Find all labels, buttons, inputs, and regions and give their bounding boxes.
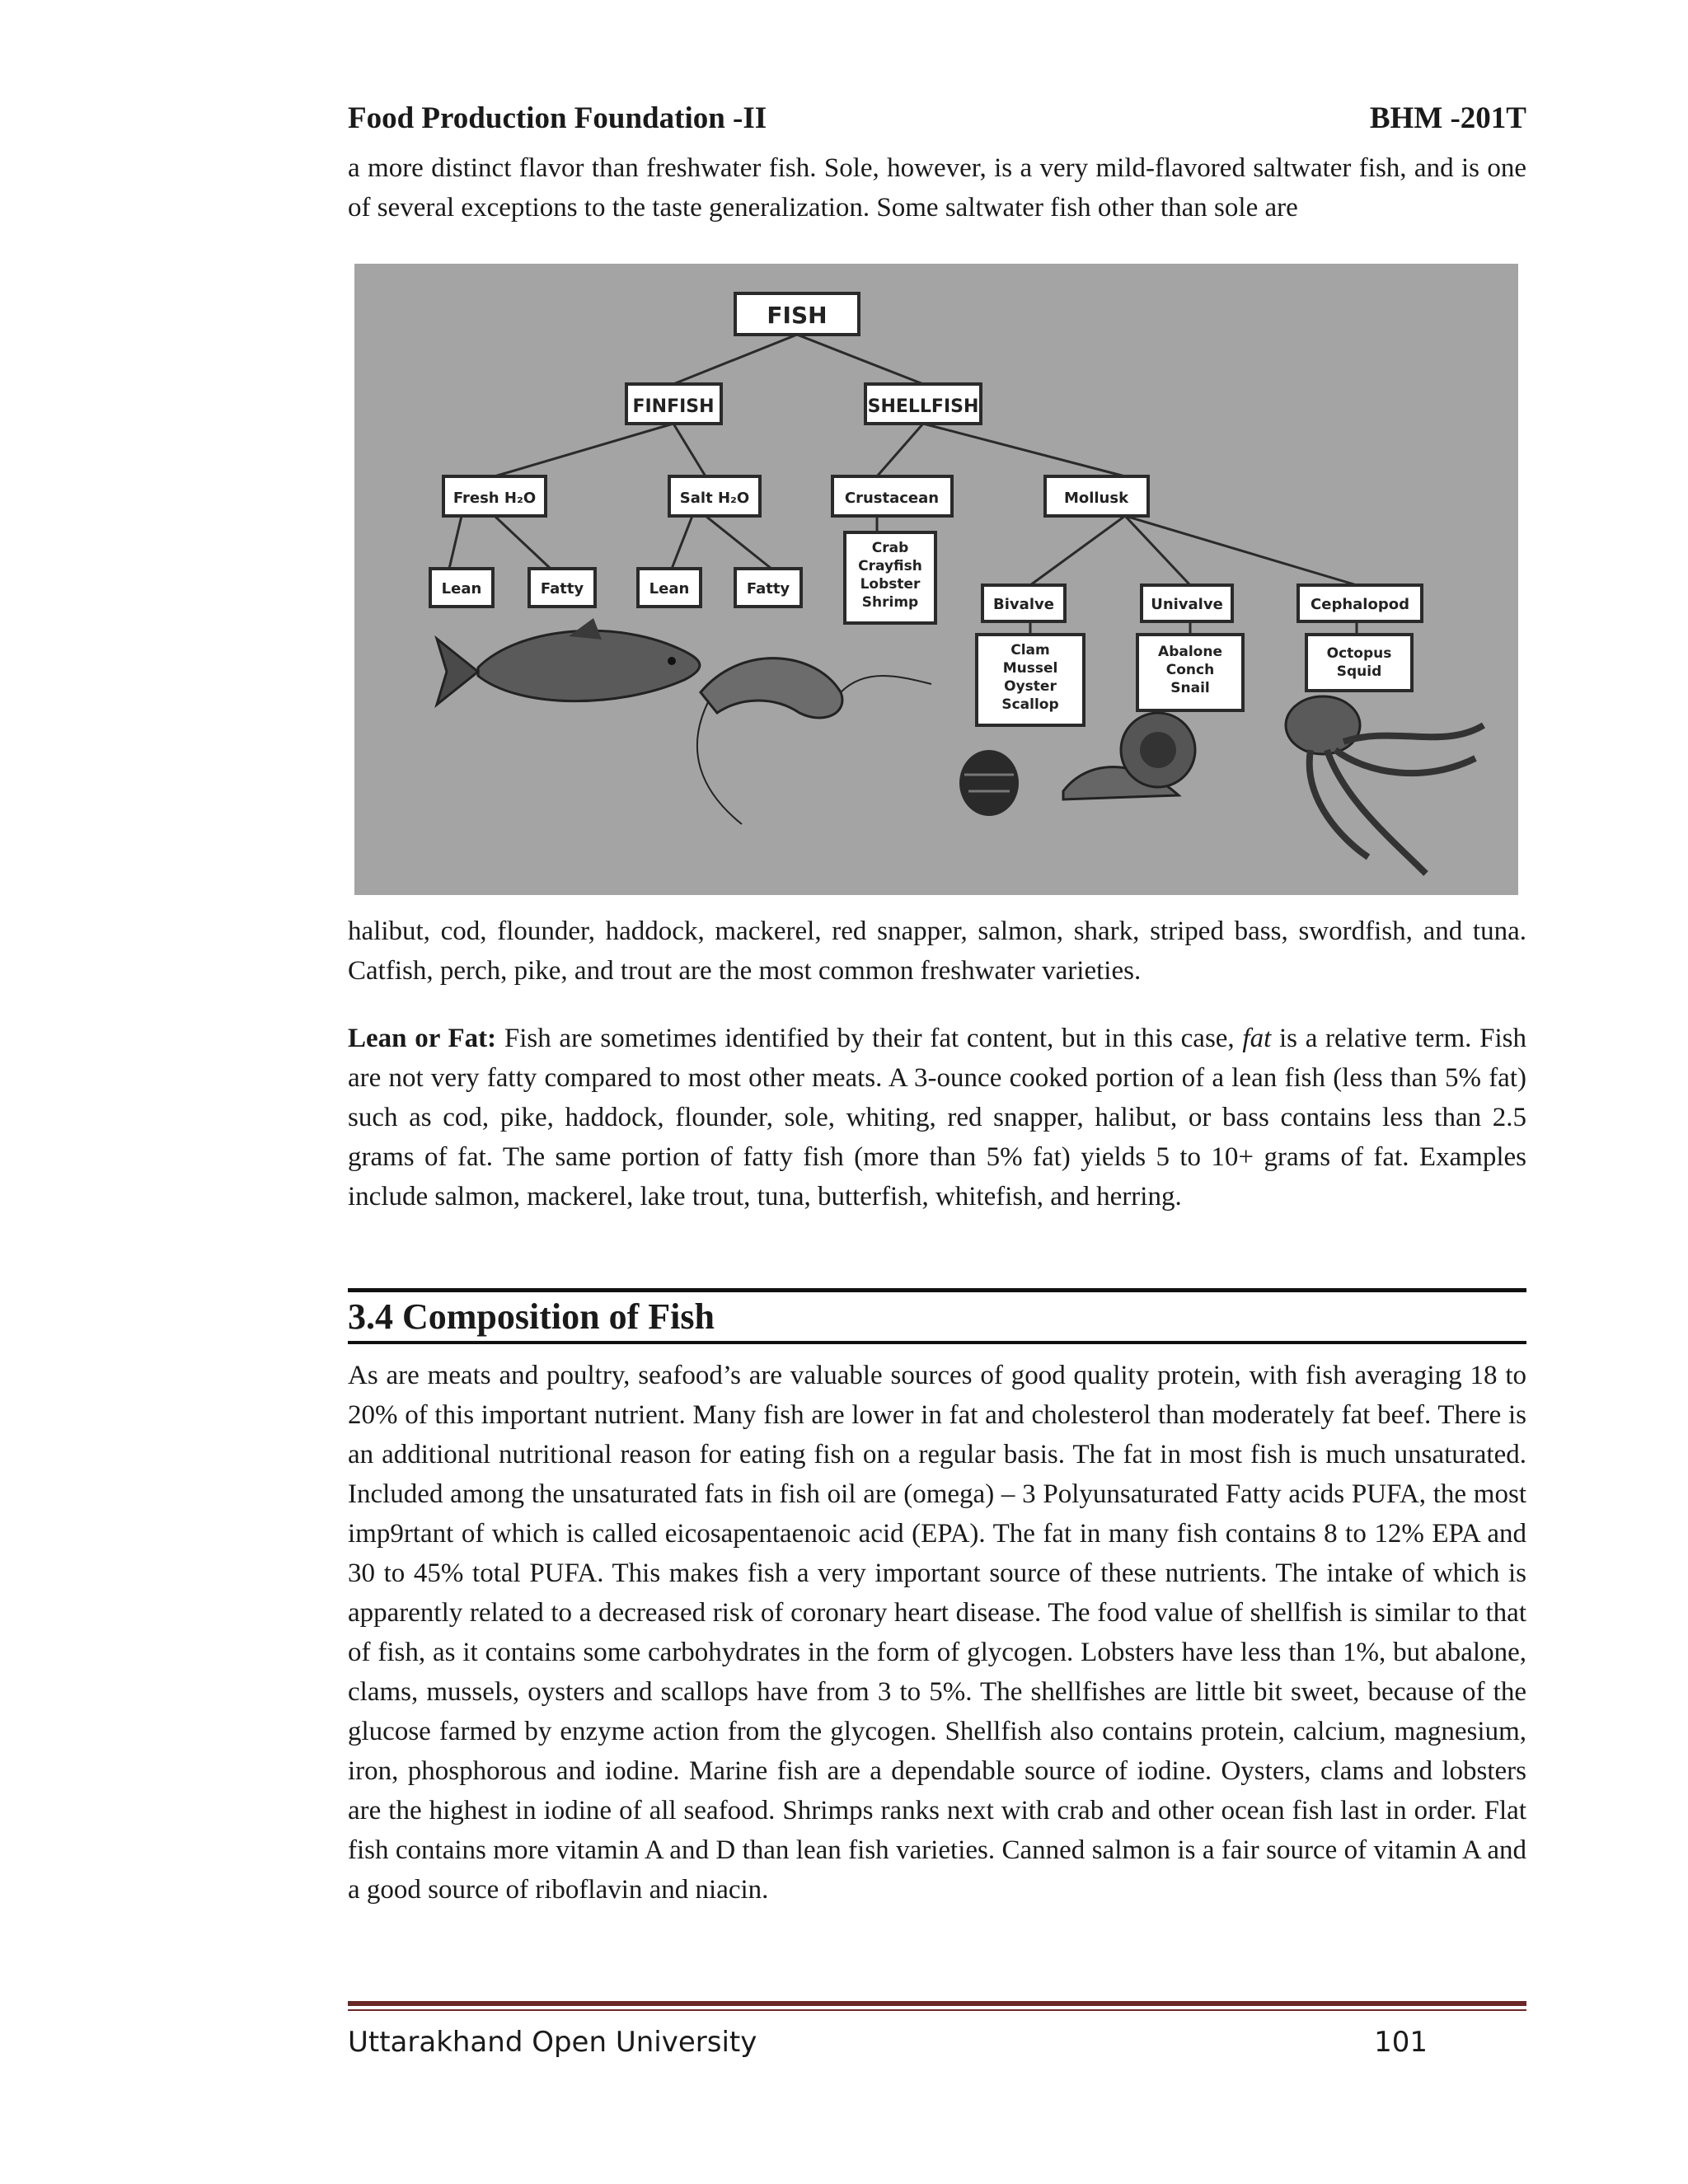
page-number: 101 — [1374, 2026, 1428, 2059]
node-fresh-fatty — [529, 569, 595, 607]
node-salt-water — [669, 476, 760, 516]
university-name: Uttarakhand Open University — [348, 2026, 757, 2059]
course-title: Food Production Foundation -II — [348, 101, 767, 135]
node-univalve-list — [1137, 635, 1243, 710]
svg-text:Mussel: Mussel — [1002, 660, 1058, 677]
node-fresh-lean — [430, 569, 493, 607]
svg-text:Univalve: Univalve — [1151, 596, 1223, 613]
node-salt-lean — [638, 569, 701, 607]
page-footer — [348, 2018, 1526, 2067]
node-fish — [735, 293, 859, 335]
trout-illustration — [437, 618, 700, 705]
fish-classification-figure — [354, 264, 1518, 895]
clam-illustration — [959, 750, 1019, 816]
node-bivalve-list — [977, 635, 1084, 725]
svg-text:FISH: FISH — [767, 302, 828, 329]
section-title: 3.4 Composition of Fish — [348, 1296, 715, 1337]
svg-text:Lean: Lean — [441, 580, 482, 598]
svg-text:Fatty: Fatty — [746, 580, 790, 598]
svg-text:Bivalve: Bivalve — [993, 596, 1054, 613]
footer-rule — [348, 2001, 1526, 2006]
octopus-illustration — [1286, 696, 1484, 874]
svg-text:Mollusk: Mollusk — [1063, 490, 1129, 507]
node-cephalopod-list — [1306, 635, 1412, 691]
shrimp-illustration — [697, 658, 931, 824]
svg-text:Scallop: Scallop — [1001, 696, 1059, 713]
node-fresh-water — [443, 476, 546, 516]
node-cephalopod — [1298, 585, 1422, 621]
svg-text:Fresh H₂O: Fresh H₂O — [452, 490, 537, 507]
svg-text:Crustacean: Crustacean — [844, 490, 940, 507]
svg-text:Oyster: Oyster — [1004, 678, 1057, 695]
composition-paragraph: As are meats and poultry, seafood’s are valuable sources of good quality protein, with fish averaging 18 to 20% of this important nutrient. Many fish are lower in fat and cholesterol than moderately fat beef. There is an additional nutritional reason for eating fish on a regular basis. The fat in most fish is much unsaturated. Included among the unsaturated fats in fish oil are (omega) – 3 Polyunsaturated Fatty acids PUFA, the most imp9rtant of which is called eicosapentaenoic acid (EPA). The fat in many fish contains 8 to 12% EPA and 30 to 45% total PUFA. This makes fish a very important source of these nutrients. The intake of which is apparently related to a decreased risk of coronary heart disease. The food value of shellfish is similar to that of fish, as it contains some carbohydrates in the form of glycogen. Lobsters have less than 1%, but abalone, clams, mussels, oysters and scallops have from 3 to 5%. The shellfishes are little bit sweet, because of the glucose farmed by enzyme action from the glycogen. Shellfish also contains protein, calcium, magnesium, iron, phosphorous and iodine. Marine fish are a dependable source of iodine. Oysters, clams and lobsters are the highest in iodine of all seafood. Shrimps ranks next with crab and other ocean fish last in order. Flat fish contains more vitamin A and D than lean fish varieties. Canned salmon is a fair source of vitamin A and a good source of riboflavin and niacin. — [348, 1361, 1526, 1905]
svg-text:Lean: Lean — [649, 580, 690, 598]
node-bivalve — [982, 585, 1065, 621]
svg-text:Crab: Crab — [871, 540, 909, 556]
node-crustacean-list — [845, 532, 935, 623]
page-header — [348, 94, 1526, 143]
svg-text:Snail: Snail — [1170, 680, 1210, 696]
svg-text:Salt H₂O: Salt H₂O — [679, 490, 750, 507]
intro-paragraph: a more distinct flavor than freshwater fish. Sole, however, is a very mild-flavored saltwater fish, and is one of several exceptions to the taste generalization. Some saltwater fish other than sole are — [348, 153, 1526, 223]
lean-fat-text-a: Fish are sometimes identified by their fat content, but in this case, — [496, 1024, 1243, 1053]
footer-rule-thin — [348, 2009, 1526, 2011]
node-univalve — [1142, 585, 1232, 621]
node-salt-fatty — [735, 569, 801, 607]
fat-italic-term: fat — [1242, 1024, 1272, 1053]
fish-classification-diagram — [354, 264, 1518, 895]
svg-text:Clam: Clam — [1010, 642, 1050, 658]
lean-fat-text-b: is a relative term. Fish are not very fatty compared to most other meats. A 3-ounce cooked portion of a lean fish (less than 5% fat) such as cod, pike, haddock, flounder, sole, whiting, red snapper, halibut, or bass contains less than 2.5 grams of fat. The same portion of fatty fish (more than 5% fat) yields 5 to 10+ grams of fat. Examples include salmon, mackerel, lake trout, tuna, butterfish, whitefish, and herring. — [348, 1024, 1527, 1212]
svg-text:Conch: Conch — [1165, 662, 1215, 678]
svg-text:Octopus: Octopus — [1326, 645, 1392, 662]
svg-text:Shrimp: Shrimp — [861, 594, 919, 611]
svg-text:SHELLFISH: SHELLFISH — [867, 396, 979, 417]
lean-or-fat-paragraph — [348, 1019, 1526, 1216]
node-crustacean — [832, 476, 952, 516]
svg-text:Lobster: Lobster — [860, 576, 921, 593]
node-shellfish — [865, 384, 981, 424]
svg-text:Cephalopod: Cephalopod — [1311, 596, 1409, 613]
saltwater-species-paragraph: halibut, cod, flounder, haddock, mackerel, red snapper, salmon, shark, striped bass, swordfish, and tuna. Catfish, perch, pike, and trout are the most common freshwater varieties. — [348, 916, 1526, 986]
svg-text:FINFISH: FINFISH — [632, 396, 715, 417]
section-heading — [348, 1288, 1526, 1344]
node-finfish — [626, 384, 721, 424]
svg-text:Fatty: Fatty — [540, 580, 584, 598]
svg-text:Squid: Squid — [1336, 663, 1382, 680]
lean-or-fat-label: Lean or Fat: — [348, 1024, 497, 1053]
course-code: BHM -201T — [1369, 101, 1526, 135]
svg-text:Abalone: Abalone — [1158, 644, 1222, 660]
svg-text:Crayfish: Crayfish — [858, 558, 922, 574]
node-mollusk — [1045, 476, 1148, 516]
